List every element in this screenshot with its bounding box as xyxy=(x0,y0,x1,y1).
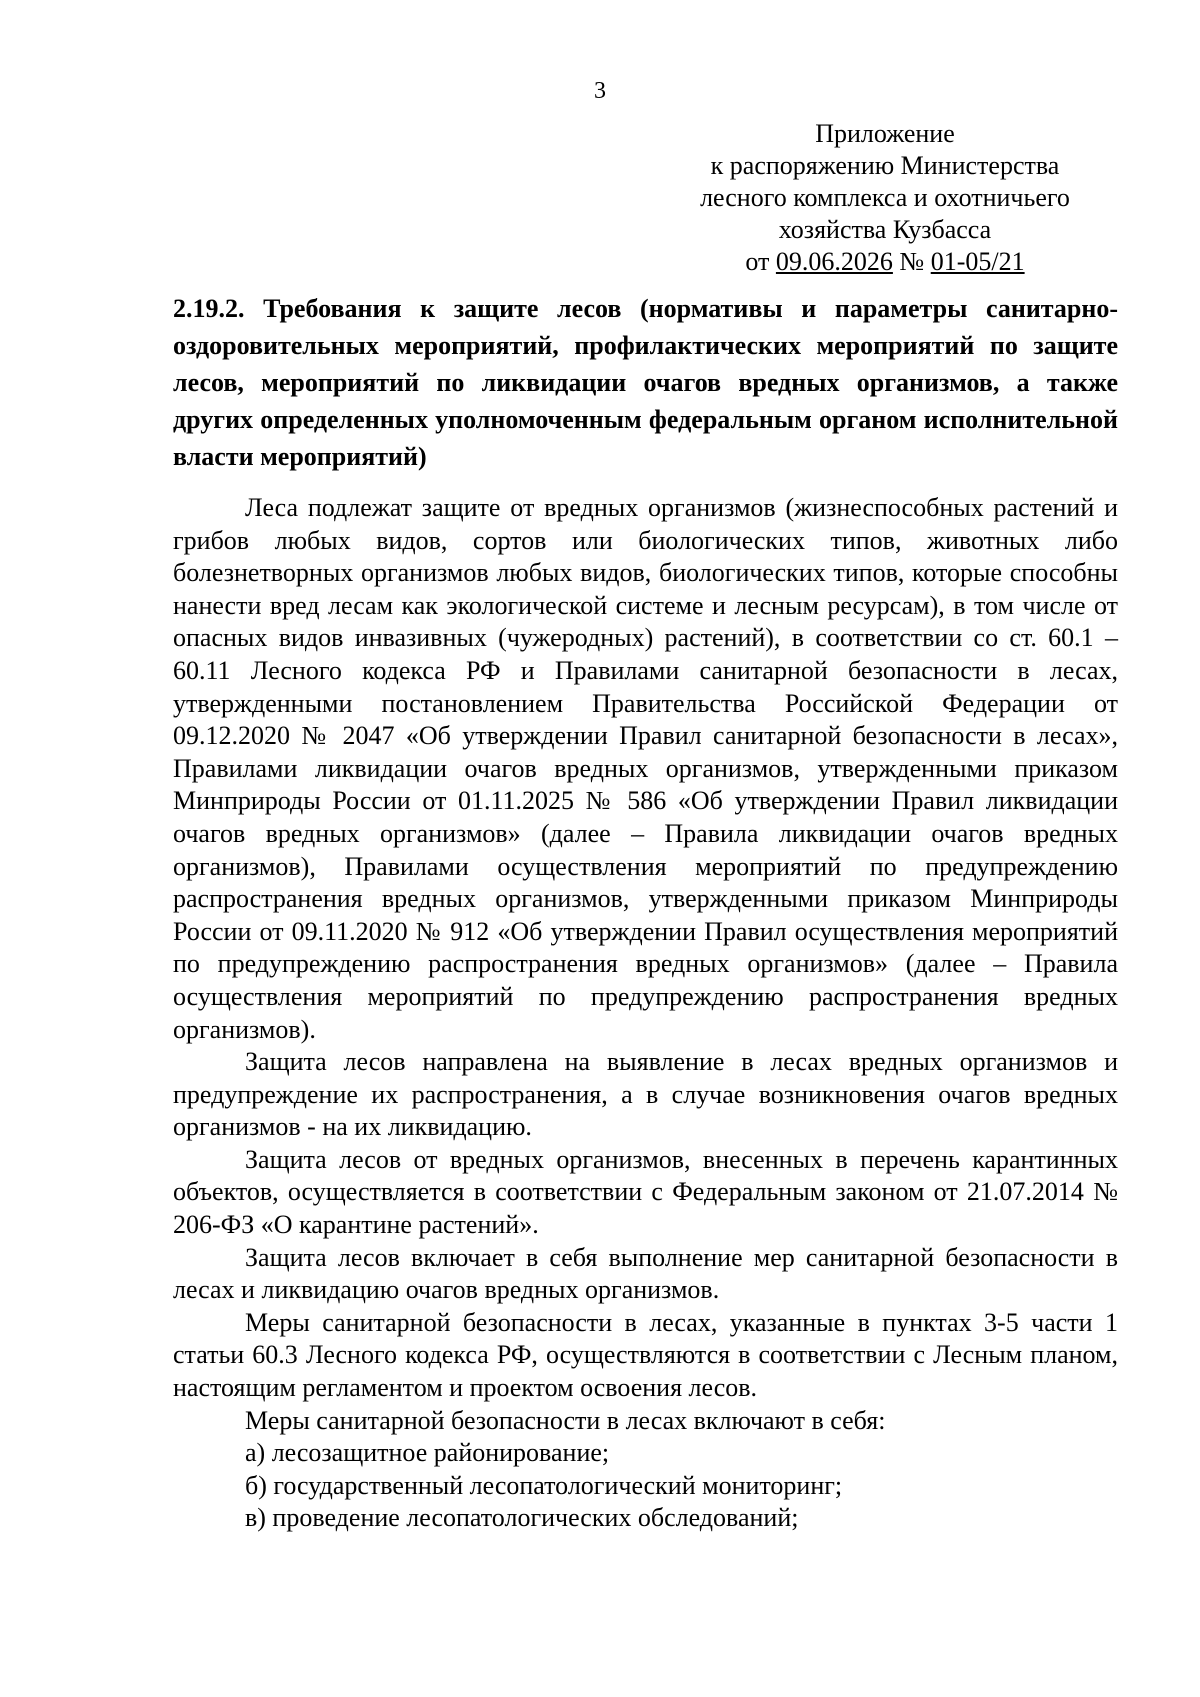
appendix-date-line xyxy=(665,246,1105,278)
paragraph: Защита лесов включает в себя выполнение мер санитарной безопасности в лесах и ликвидацию очагов вредных организмов. xyxy=(173,1242,1118,1305)
document-body xyxy=(173,492,1118,1535)
paragraph: Меры санитарной безопасности в лесах, указанные в пунктах 3-5 части 1 статьи 60.3 Лесного кодекса РФ, осуществляются в соответствии с Лесным планом, настоящим регламентом и проектом освоения лесов. xyxy=(173,1307,1118,1403)
appendix-line-3: лесного комплекса и охотничьего xyxy=(700,183,1070,212)
list-item: б) государственный лесопатологический мониторинг; xyxy=(245,1470,843,1500)
paragraph: Леса подлежат защите от вредных организмов (жизнеспособных растений и грибов любых видов, сортов или биологических типов, животных либо болезнетворных организмов любых видов, биологических типов, которые способны нанести вред лесам как экологической системе и лесным ресурсам), в том числе от опасных видов инвазивных (чужеродных) растений), в соответствии со ст. 60.1 – 60.11 Лесного кодекса РФ и Правилами санитарной безопасности в лесах, утвержденными постановлением Правительства Российской Федерации от 09.12.2020 № 2047 «Об утверждении Правил санитарной безопасности в лесах», Правилами ликвидации очагов вредных организмов, утвержденными приказом Минприроды России от 01.11.2025 № 586 «Об утверждении Правил ликвидации очагов вредных организмов» (далее – Правила ликвидации очагов вредных организмов), Правилами осуществления мероприятий по предупреждению распространения вредных организмов, утвержденными приказом Минприроды России от 09.11.2020 № 912 «Об утверждении Правил осуществления мероприятий по предупреждению распространения вредных организмов» (далее – Правила осуществления мероприятий по предупреждению распространения вредных организмов). xyxy=(173,493,1118,1044)
appendix-block xyxy=(665,118,1105,278)
appendix-line-2: к распоряжению Министерства xyxy=(710,151,1060,180)
paragraph: Защита лесов от вредных организмов, внесенных в перечень карантинных объектов, осуществляется в соответствии с Федеральным законом от 21.07.2014 № 206-ФЗ «О карантине растений». xyxy=(173,1144,1118,1240)
paragraph: Защита лесов направлена на выявление в лесах вредных организмов и предупреждение их распространения, а в случае возникновения очагов вредных организмов - на их ликвидацию. xyxy=(173,1047,1118,1142)
paragraph: Меры санитарной безопасности в лесах включают в себя: xyxy=(245,1405,886,1435)
number-prefix: № xyxy=(892,247,931,276)
order-number: 01-05/21 xyxy=(930,247,1025,276)
appendix-title: Приложение xyxy=(815,119,955,148)
order-date: 09.06.2026 xyxy=(775,247,893,276)
date-prefix: от xyxy=(745,247,776,276)
section-heading: 2.19.2. Требования к защите лесов (нормативы и параметры санитарно-оздоровительных мероприятий, профилактических мероприятий по защите лесов, мероприятий по ликвидации очагов вредных организмов, а также других определенных уполномоченным федеральным органом исполнительной власти мероприятий) xyxy=(173,294,1118,471)
appendix-line-4: хозяйства Кузбасса xyxy=(778,215,992,244)
page-number: 3 xyxy=(594,78,606,104)
list-item: а) лесозащитное районирование; xyxy=(245,1438,610,1468)
list-item: в) проведение лесопатологических обследований; xyxy=(245,1503,799,1533)
